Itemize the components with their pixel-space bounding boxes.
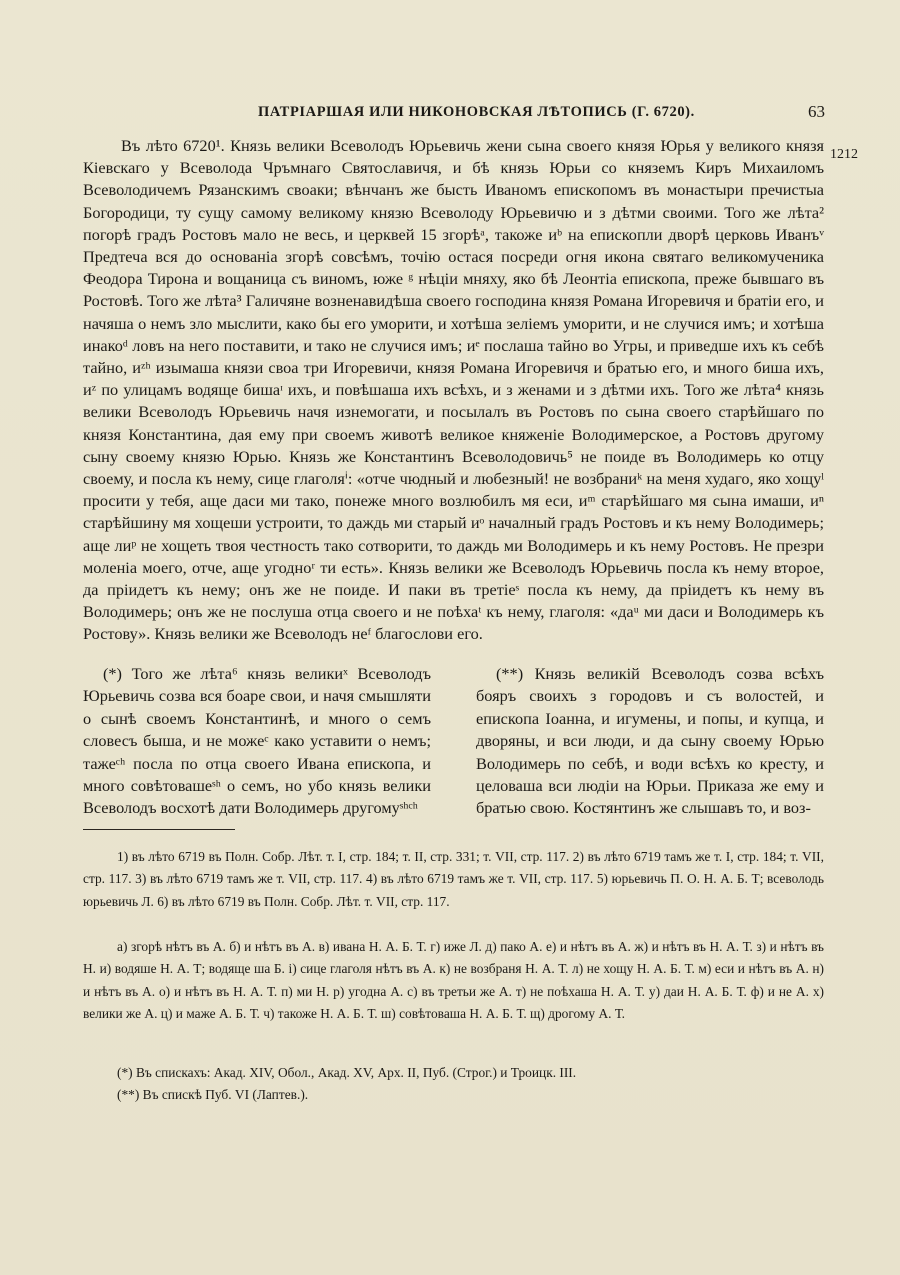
running-header-title: ПАТРІАРШАЯ ИЛИ НИКОНОВСКАЯ ЛѢТОПИСЬ (Г. 6720). [258, 104, 695, 120]
lettered-footnotes: а) згорѣ нѣтъ въ А. б) и нѣтъ въ А. в) ивана Н. А. Б. Т. г) иже Л. д) пако А. е) и нѣтъ въ А. ж) и нѣтъ въ Н. А. Т. з) и нѣтъ въ Н. и) водяше Н. А. Т; водяще ша Б. і) сице глаголя нѣтъ въ А. к) не возбраня Н. А. Т. л) не хощу Н. А. Б. Т. м) еси и нѣтъ въ А. н) и нѣтъ въ А. о) и нѣтъ въ Н. А. Т. п) ми Н. р) угодна А. с) въ третьи же А. т) не поѣхаша Н. А. Т. у) даи Н. А. Б. Т. ф) и не А. х) велики же А. ц) и маже А. Б. Т. ч) такоже Н. А. Б. Т. ш) совѣтоваша Н. А. Б. Т. щ) дрогому А. Т. [83, 939, 824, 1021]
main-paragraph: Въ лѣто 6720¹. Князь велики Всеволодъ Юрьевичь жени сына своего князя Юрья у великого князя Кіевскаго у Всеволода Чръмнаго Святославичя, и бѣ князь Юрьи со княземъ Киръ Михаиломъ Всеволодичемъ Рязанскимъ своаки; вѣнчанъ же бысть Иваномъ епископомъ въ монастыри пречистыа Богородици, ту сущу самому великому князю Всеволоду Юрьевичю и з дѣтми своими. Того же лѣта² погорѣ градъ Ростовъ мало не весь, и церквей 15 згорѣᵃ, такоже иᵇ на епископли дворѣ церковь Иванъᵛ Предтеча вся до основаніа згорѣ совсѣмъ, точію остася посреди огня икона святаго великомученика Феодора Тирона и вощаница съ виномъ, юже ᵍ нѣціи мняху, яко бѣ Леонтіа епископа, преже бывшаго въ Ростовѣ. Того же лѣта³ Галичяне возненавидѣша своего господина князя Романа Игоревичя и братіи его, и начяша о немъ зло мыслити, како бы его уморити, и хотѣша зеліемъ уморити, и не случися имъ; и хотѣша инакоᵈ ловъ на него поставити, и тако не случися имъ; иᵉ послаша тайно во Угры, и приведше ихъ къ себѣ тайно, иᶻʰ изымаша князи своа три Игоревичи, князя Романа Игоревичя и братью его, и много биша ихъ, иᶻ по улицамъ водяще бишаᶦ ихъ, и повѣшаша ихъ всѣхъ, и з женами и з дѣтми ихъ. Того же лѣта⁴ князь велики Всеволодъ Юрьевичь начя изнемогати, и посылалъ въ Ростовъ по сына своего старѣйшаго по князя Константина, дая ему при своемъ животѣ великое княженіе Володимерское, а Ростовъ другому сыну своему князю Юрью. Князь же Константинъ Всеволодовичь⁵ не поиде въ Володимерь ко отцу своему, и посла къ нему, сице глаголяⁱ: «отче чюдный и любезный! не возбраниᵏ на меня худаго, яко хощуˡ просити у тебя, аще даси ми тако, понеже много возлюбилъ мя еси, иᵐ старѣйшаго мя сына имаши, иⁿ старѣйшину мя хощеши устроити, то даждь ми старый иᵒ началный градъ Ростовъ и къ нему Володимерь; аще лиᵖ не хощеть твоя честность тако сотворити, то даждь ми Володимерь и къ нему Ростовъ. Не презри моленіа моего, отче, аще угодноʳ ти есть». Князь велики же Всеволодъ Юрьевичь посла къ нему второе, да пріидетъ къ нему; онъ же не поиде. И паки въ третіеˢ посла къ нему, да пріидетъ къ нему въ Володимерь; онъ же не послуша отца своего и не поѣхаᵗ къ нему, глаголя: «даᵘ ми даси и Володимерь къ Ростову». Князь велики же Всеволодъ неᶠ благослови его. [83, 136, 824, 644]
footnote-divider [83, 829, 235, 830]
page-number: 63 [808, 102, 825, 121]
numbered-footnotes: 1) въ лѣто 6719 въ Полн. Собр. Лѣт. т. I, стр. 184; т. II, стр. 331; т. VII, стр. 117. 2) въ лѣто 6719 тамъ же т. I, стр. 184; т. VII, стр. 117. 3) въ лѣто 6719 тамъ же т. VII, стр. 117. 4) въ лѣто 6719 тамъ же т. VII, стр. 117. 5) юрьевичь П. О. Н. А. Б. Т; всеволодь юрьевичь Л. 6) въ лѣто 6719 въ Полн. Собр. Лѣт. т. VII, стр. 117. [83, 849, 824, 909]
column-right-variant: (**) Князь великій Всеволодъ созва всѣхъ бояръ своихъ з городовъ и съ волостей, и епископа Іоанна, и игумены, и попы, и купца, и дворяны, и вси люди, и да сыну своему Юрью Володимерь по себѣ, и води всѣхъ ко кресту, и целоваша вси людіи на Юрьи. Приказа же ему и братью свою. Костянтинъ же слышавъ то, и воз- [476, 664, 824, 818]
two-column-section [83, 663, 824, 820]
manuscript-note: (**) Въ спискѣ Пуб. VI (Лаптев.). [117, 1087, 309, 1103]
margin-year-note: 1212 [830, 147, 858, 162]
manuscript-notes [117, 1062, 817, 1107]
manuscript-note: (*) Въ спискахъ: Акад. XIV, Обол., Акад. XV, Арх. II, Пуб. (Строг.) и Троицк. III. [117, 1065, 577, 1080]
column-left-variant: (*) Того же лѣта⁶ князь великиˣ Всеволодъ Юрьевичь созва вся боаре свои, и начя смышляти о сынѣ своемъ Константинѣ, и много о семъ словесъ быша, и не можеᶜ како уставити о немъ; тажеᶜʰ посла по отца своего Ивана епископа, и много совѣтовашеˢʰ о семъ, но убо князь велики Всеволодъ восхотѣ дати Володимерь другомуˢʰᶜʰ [83, 664, 431, 818]
